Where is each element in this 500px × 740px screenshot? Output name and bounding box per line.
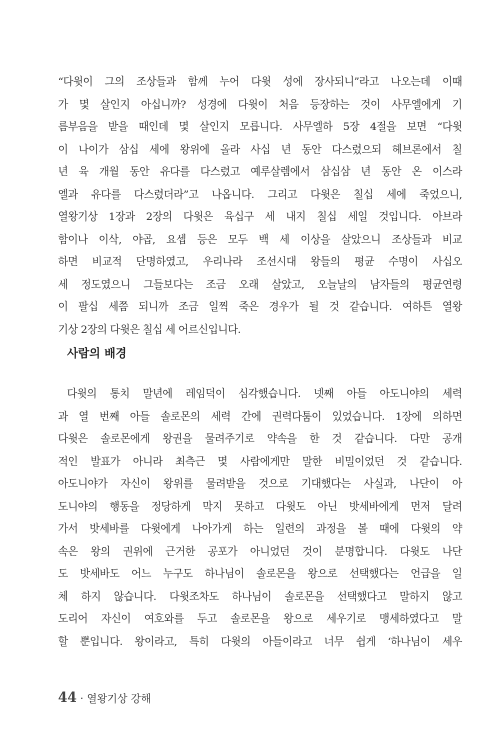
- book-title: 열왕기상 강해: [86, 693, 152, 705]
- text-line: 도니야의 행동을 정당하게 막지 못하고 다윗도 아닌 밧세바에게 먼저 달려: [58, 500, 462, 513]
- text-line: 다윗의 통치 말년에 레임덕이 심각했습니다. 넷째 아들 아도니야의 세력: [67, 388, 462, 400]
- page-footer: [58, 690, 151, 706]
- text-line: 가서 밧세바를 다윗에게 나아가게 하는 일련의 과정을 볼 때에 다윗의 약: [58, 523, 462, 535]
- text-line: 다윗은 솔로몬에게 왕권을 물려주기로 약속을 한 것 같습니다. 다만 공개: [58, 433, 462, 445]
- text-line: “다윗이 그의 조상들과 함께 누어 다윗 성에 장사되니”라고 나오는데 이때: [58, 76, 462, 88]
- body-paragraph: [58, 383, 462, 653]
- text-line: 할 뿐입니다. 왕이라고, 특히 다윗의 아들이라고 너무 쉽게 ‘하나님이 세우: [58, 635, 462, 648]
- text-line: 체 하지 않습니다. 다윗조차도 하나님이 솔로몬을 선택했다고 말하지 않고: [58, 590, 462, 603]
- page-number: 44: [58, 690, 77, 706]
- text-line: 적인 발표가 아니라 최측근 몇 사람에게만 말한 비밀이었던 것 같습니다.: [58, 455, 462, 468]
- text-line: 속은 왕의 권위에 근거한 공포가 아니었던 것이 분명합니다. 다윗도 나단: [58, 545, 462, 558]
- text-line: 도리어 자신이 여호와를 두고 솔로몬을 왕으로 세우기로 맹세하였다고 말: [58, 613, 462, 625]
- text-line: 과 열 번째 아들 솔로몬의 세력 간에 권력다툼이 있었습니다. 1장에 의하면: [58, 410, 462, 423]
- text-line: 함이나 이삭, 야곱, 요셉 등은 모두 백 세 이상을 살았으니 조상들과 비교: [58, 233, 462, 246]
- footer-separator: ·: [80, 693, 84, 705]
- text-line: 이 나이가 삼십 세에 왕위에 올라 사십 년 동안 다스렸으되 헤브론에서 칠: [58, 143, 462, 156]
- text-line: 열왕기상 1장과 2장의 다윗은 육십구 세 내지 칠십 세일 것입니다. 아브라: [58, 211, 462, 223]
- text-line: 기상 2장의 다윗은 칠십 세 어르신입니다.: [58, 323, 241, 336]
- text-line: 가 몇 살인지 아십니까? 성경에 다윗이 처음 등장하는 것이 사무엘에게 기: [58, 98, 462, 111]
- section-heading: 사람의 배경: [67, 346, 127, 360]
- text-line: 년 육 개월 동안 유다를 다스렸고 예루살렘에서 삼십삼 년 동안 온 이스라: [58, 166, 462, 178]
- text-line: 름부음을 받을 때인데 몇 살인지 모릅니다. 사무엘하 5장 4절을 보면 “다윗: [58, 121, 462, 133]
- text-line: 엘과 유다를 다스렸더라”고 나옵니다. 그리고 다윗은 칠십 세에 죽었으니,: [58, 188, 462, 201]
- text-line: 아도니야가 자신이 왕위를 물려받을 것으로 기대했다는 사실과, 나단이 아: [58, 478, 462, 490]
- intro-paragraph: [58, 71, 462, 341]
- text-line: 도 밧세바도 어느 누구도 하나님이 솔로몬을 왕으로 선택했다는 언급을 일: [58, 568, 462, 580]
- text-line: 하면 비교적 단명하였고, 우리나라 조선시대 왕들의 평균 수명이 사십오: [58, 256, 462, 268]
- text-line: 세 정도였으니 그들보다는 조금 오래 살았고, 오늘날의 남자들의 평균연령: [58, 278, 462, 291]
- text-line: 이 팔십 세쯤 되니까 조금 일찍 죽은 경우가 될 것 같습니다. 여하튼 열왕: [58, 301, 462, 313]
